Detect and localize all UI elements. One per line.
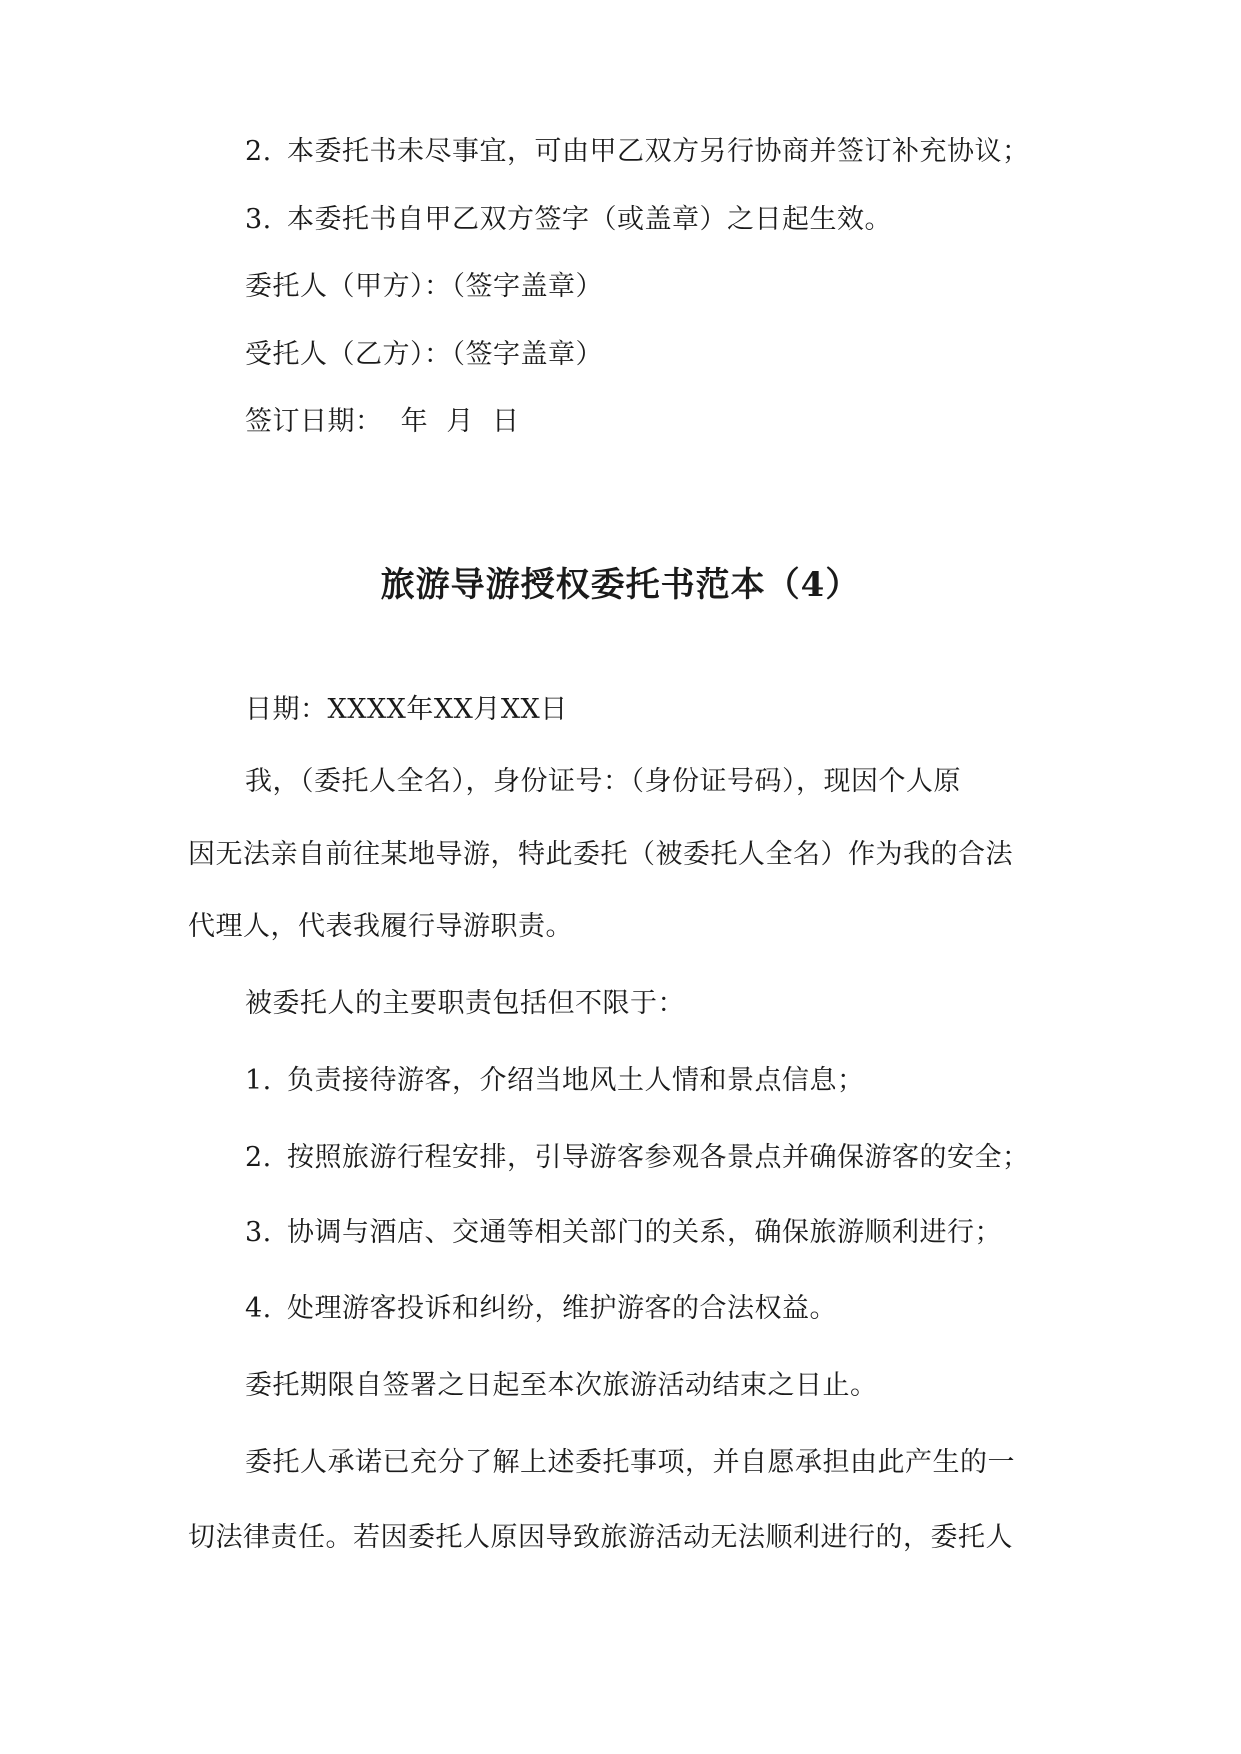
duty-text: 协调与酒店、交通等相关部门的关系，确保旅游顺利进行； <box>287 1217 1002 1248</box>
duty-item <box>245 1063 865 1099</box>
intro-line-2: 因无法亲自前往某地导游，特此委托（被委托人全名）作为我的合法 <box>188 839 1013 870</box>
clause-text: 本委托书自甲乙双方签字（或盖章）之日起生效。 <box>287 204 892 235</box>
duty-text: 按照旅游行程安排，引导游客参观各景点并确保游客的安全； <box>287 1142 1030 1173</box>
duty-item <box>245 1291 837 1327</box>
intro-line-1: 我，（委托人全名），身份证号：（身份证号码），现因个人原 <box>245 766 961 797</box>
duties-heading: 被委托人的主要职责包括但不限于： <box>245 988 685 1019</box>
duty-text: 负责接待游客，介绍当地风土人情和景点信息； <box>287 1065 865 1096</box>
agent-signature-line: 受托人（乙方）：（签字盖章） <box>245 339 603 370</box>
duty-number: 4. <box>245 1293 272 1324</box>
duty-text: 处理游客投诉和纠纷，维护游客的合法权益。 <box>287 1293 837 1324</box>
duty-number: 2. <box>245 1142 272 1173</box>
term-paragraph: 委托期限自签署之日起至本次旅游活动结束之日止。 <box>245 1370 878 1401</box>
duty-number: 1. <box>245 1065 272 1096</box>
clause-text: 本委托书未尽事宜，可由甲乙双方另行协商并签订补充协议； <box>287 136 1030 167</box>
clause-number: 3. <box>245 204 272 235</box>
document-date: 日期：XXXX年XX月XX日 <box>245 694 568 725</box>
clause-3 <box>245 202 892 238</box>
duty-number: 3. <box>245 1217 272 1248</box>
commitment-line-1: 委托人承诺已充分了解上述委托事项，并自愿承担由此产生的一 <box>245 1447 1015 1478</box>
principal-signature-line: 委托人（甲方）：（签字盖章） <box>245 271 603 302</box>
sign-date-line: 签订日期： 年 月 日 <box>245 406 520 437</box>
intro-line-3: 代理人，代表我履行导游职责。 <box>188 911 573 942</box>
clause-number: 2. <box>245 136 272 167</box>
duty-item <box>245 1215 1002 1251</box>
template-title: 旅游导游授权委托书范本（4） <box>380 565 861 605</box>
duty-item <box>245 1140 1030 1176</box>
commitment-line-2: 切法律责任。若因委托人原因导致旅游活动无法顺利进行的，委托人 <box>188 1522 1013 1553</box>
clause-2 <box>245 134 1030 170</box>
